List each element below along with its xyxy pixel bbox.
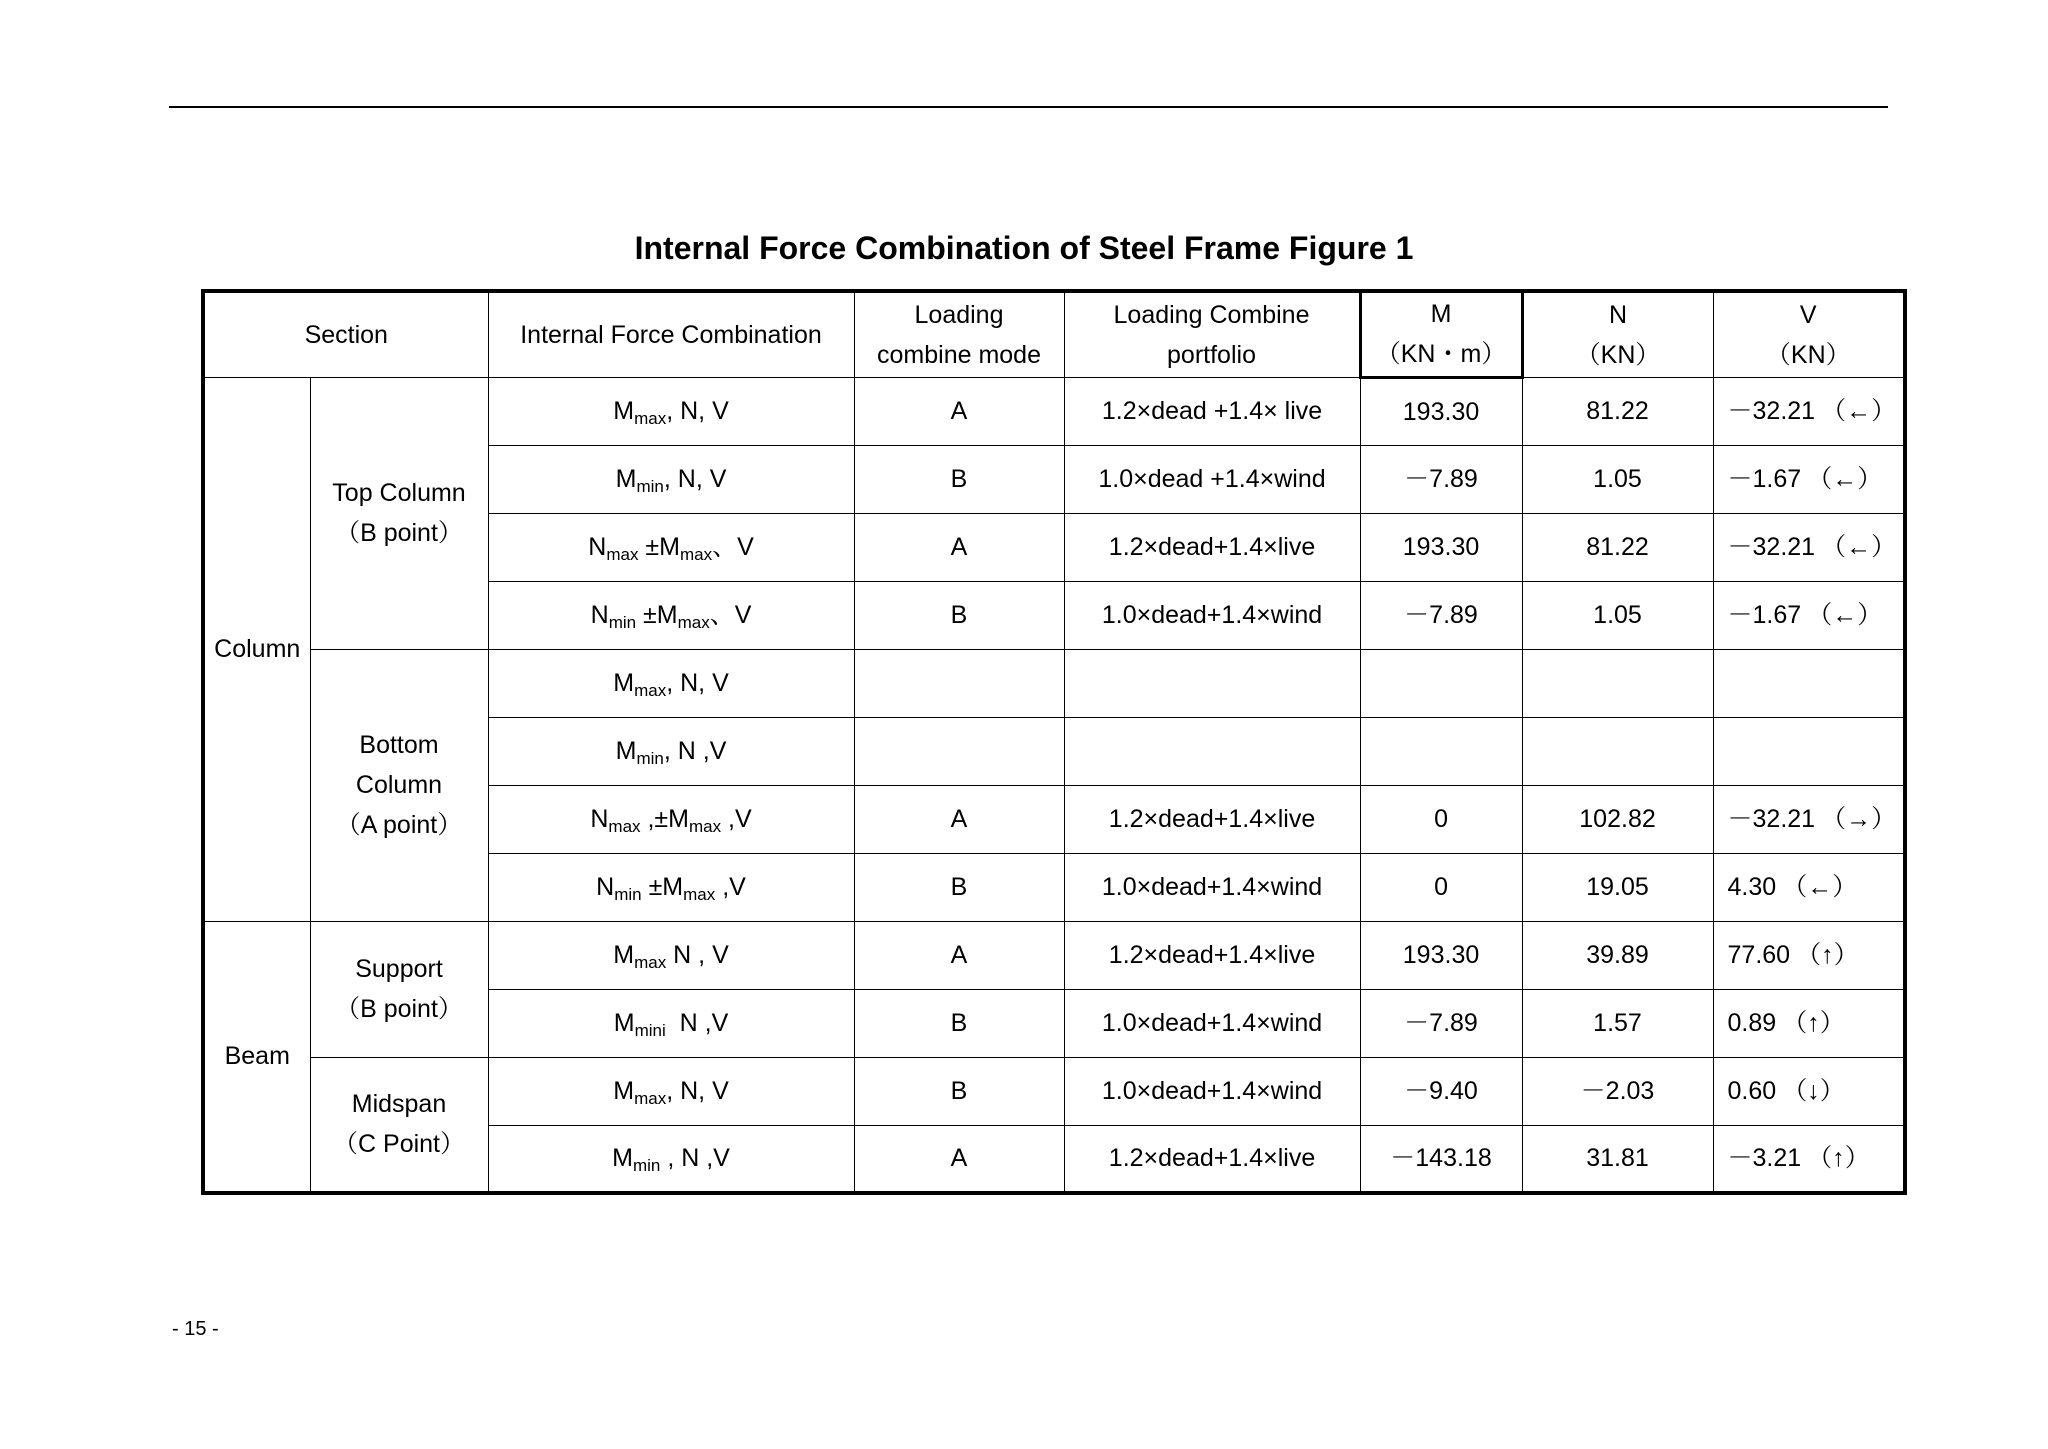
n-cell: 1.05: [1522, 581, 1713, 649]
combination-cell: $M_{min}$ , N ,V: [488, 1125, 854, 1193]
portfolio-cell: 1.2×dead+1.4×live: [1064, 513, 1360, 581]
m-cell: [1360, 649, 1522, 717]
v-value: －1.67: [1727, 601, 1802, 629]
group-column: Column: [203, 377, 310, 921]
header-m: [1360, 291, 1522, 377]
n-cell: 81.22: [1522, 377, 1713, 445]
v-value: 0.89: [1727, 1009, 1777, 1037]
portfolio-cell: 1.2×dead+1.4×live: [1064, 1125, 1360, 1193]
subgroup-bottom-column-line3: （A point）: [335, 811, 463, 839]
portfolio-cell: 1.2×dead+1.4×live: [1064, 785, 1360, 853]
n-cell: 1.05: [1522, 445, 1713, 513]
combination-cell: $M_{max}$, N, V: [488, 649, 854, 717]
header-combination: Internal Force Combination: [488, 291, 854, 377]
mode-cell: [854, 649, 1064, 717]
subgroup-bottom-column-line1: Bottom: [359, 731, 439, 759]
v-cell: [1713, 649, 1905, 717]
table-title: Internal Force Combination of Steel Frame Figure 1: [634, 230, 1414, 266]
n-cell: 39.89: [1522, 921, 1713, 989]
m-cell: －7.89: [1360, 989, 1522, 1057]
mode-cell: A: [854, 377, 1064, 445]
header-portfolio: [1064, 291, 1360, 377]
table-row: [203, 921, 1905, 989]
header-n: [1522, 291, 1713, 377]
portfolio-cell: 1.0×dead +1.4×wind: [1064, 445, 1360, 513]
n-cell: 19.05: [1522, 853, 1713, 921]
v-cell: [1713, 377, 1905, 445]
header-n-label: N: [1608, 300, 1628, 329]
header-mode-line2: combine mode: [877, 340, 1041, 369]
header-portfolio-line2: portfolio: [1167, 340, 1256, 369]
header-portfolio-line1: Loading Combine: [1113, 300, 1310, 329]
v-cell: [1713, 785, 1905, 853]
v-value: 4.30: [1727, 873, 1777, 901]
subgroup-bottom-column: [310, 649, 488, 921]
n-cell: 81.22: [1522, 513, 1713, 581]
portfolio-cell: 1.2×dead+1.4×live: [1064, 921, 1360, 989]
v-value: 77.60: [1727, 941, 1791, 969]
n-cell: －2.03: [1522, 1057, 1713, 1125]
subgroup-bottom-column-line2: Column: [355, 771, 443, 799]
m-cell: 193.30: [1360, 513, 1522, 581]
v-value: －3.21: [1727, 1144, 1802, 1173]
n-cell: [1522, 717, 1713, 785]
header-m-label: M: [1430, 300, 1452, 329]
internal-force-table: [201, 289, 1907, 1195]
v-cell: [1713, 1125, 1905, 1193]
v-value: －32.21: [1727, 397, 1816, 425]
v-cell: [1713, 1057, 1905, 1125]
v-direction-arrow: （←）: [1821, 533, 1897, 561]
portfolio-cell: 1.0×dead+1.4×wind: [1064, 581, 1360, 649]
header-v-label: V: [1799, 300, 1817, 329]
m-cell: －9.40: [1360, 1057, 1522, 1125]
portfolio-cell: 1.0×dead+1.4×wind: [1064, 853, 1360, 921]
subgroup-midspan-line2: （C Point）: [333, 1130, 465, 1159]
combination-cell: $M_{min}$, N, V: [488, 445, 854, 513]
v-direction-arrow: （←）: [1807, 601, 1883, 629]
portfolio-cell: 1.0×dead+1.4×wind: [1064, 1057, 1360, 1125]
n-cell: 31.81: [1522, 1125, 1713, 1193]
m-cell: －7.89: [1360, 581, 1522, 649]
combination-cell: $M_{max}$, N, V: [488, 1057, 854, 1125]
mode-cell: B: [854, 853, 1064, 921]
header-row: [203, 291, 1905, 377]
mode-cell: [854, 717, 1064, 785]
mode-cell: B: [854, 445, 1064, 513]
v-value: －1.67: [1727, 465, 1802, 493]
v-direction-arrow: （↑）: [1782, 1009, 1845, 1037]
v-value: 0.60: [1727, 1077, 1777, 1105]
n-cell: [1522, 649, 1713, 717]
group-beam: Beam: [203, 921, 310, 1193]
combination-cell: $N_{max} \pm M_{max}$、V: [488, 513, 854, 581]
table-row: [203, 649, 1905, 717]
mode-cell: A: [854, 785, 1064, 853]
v-direction-arrow: （←）: [1821, 397, 1897, 425]
v-value: －32.21: [1727, 805, 1816, 833]
subgroup-support: [310, 921, 488, 1057]
mode-cell: B: [854, 989, 1064, 1057]
portfolio-cell: 1.0×dead+1.4×wind: [1064, 989, 1360, 1057]
combination-cell: $M_{min}$, N ,V: [488, 717, 854, 785]
mode-cell: B: [854, 1057, 1064, 1125]
v-value: －32.21: [1727, 533, 1816, 561]
mode-cell: A: [854, 513, 1064, 581]
combination-cell: $N_{min} \pm M_{max}$ ,V: [488, 853, 854, 921]
table-row: [203, 377, 1905, 445]
header-m-unit: （KN・m）: [1375, 340, 1507, 369]
header-mode: [854, 291, 1064, 377]
m-cell: －143.18: [1360, 1125, 1522, 1193]
v-cell: [1713, 581, 1905, 649]
subgroup-midspan: [310, 1057, 488, 1193]
subgroup-midspan-line1: Midspan: [351, 1090, 447, 1119]
m-cell: 0: [1360, 785, 1522, 853]
m-cell: －7.89: [1360, 445, 1522, 513]
v-cell: [1713, 989, 1905, 1057]
subgroup-top-column: [310, 377, 488, 649]
mode-cell: A: [854, 1125, 1064, 1193]
v-cell: [1713, 513, 1905, 581]
v-cell: [1713, 853, 1905, 921]
portfolio-cell: [1064, 717, 1360, 785]
header-mode-line1: Loading: [914, 300, 1004, 329]
subgroup-support-line1: Support: [355, 955, 443, 983]
combination-cell: $M_{max}$ N , V: [488, 921, 854, 989]
v-direction-arrow: （→）: [1821, 805, 1897, 833]
subgroup-top-column-line1: Top Column: [332, 479, 466, 507]
header-v: [1713, 291, 1905, 377]
header-rule: [169, 106, 1888, 108]
m-cell: 0: [1360, 853, 1522, 921]
header-section: Section: [203, 291, 488, 377]
header-n-unit: （KN）: [1575, 340, 1661, 369]
m-cell: 193.30: [1360, 921, 1522, 989]
v-direction-arrow: （↑）: [1796, 941, 1859, 969]
m-cell: [1360, 717, 1522, 785]
n-cell: 102.82: [1522, 785, 1713, 853]
combination-cell: $M_{max}$, N, V: [488, 377, 854, 445]
v-direction-arrow: （←）: [1807, 465, 1883, 493]
page-number: - 15 -: [172, 1318, 219, 1340]
m-cell: 193.30: [1360, 377, 1522, 445]
v-cell: [1713, 445, 1905, 513]
mode-cell: B: [854, 581, 1064, 649]
mode-cell: A: [854, 921, 1064, 989]
v-direction-arrow: （←）: [1782, 873, 1858, 901]
combination-cell: $N_{max}$ $,\pm M_{max}$ ,V: [488, 785, 854, 853]
subgroup-support-line2: （B point）: [335, 995, 463, 1023]
v-direction-arrow: （↓）: [1782, 1077, 1845, 1105]
v-direction-arrow: （↑）: [1807, 1144, 1870, 1173]
v-cell: [1713, 717, 1905, 785]
v-cell: [1713, 921, 1905, 989]
combination-cell: $M_{mini}$ N ,V: [488, 989, 854, 1057]
subgroup-top-column-line2: （B point）: [335, 519, 463, 547]
combination-cell: $N_{min} \pm M_{max}$、V: [488, 581, 854, 649]
table-row: [203, 1057, 1905, 1125]
portfolio-cell: 1.2×dead +1.4× live: [1064, 377, 1360, 445]
header-v-unit: （KN）: [1765, 340, 1851, 369]
portfolio-cell: [1064, 649, 1360, 717]
n-cell: 1.57: [1522, 989, 1713, 1057]
